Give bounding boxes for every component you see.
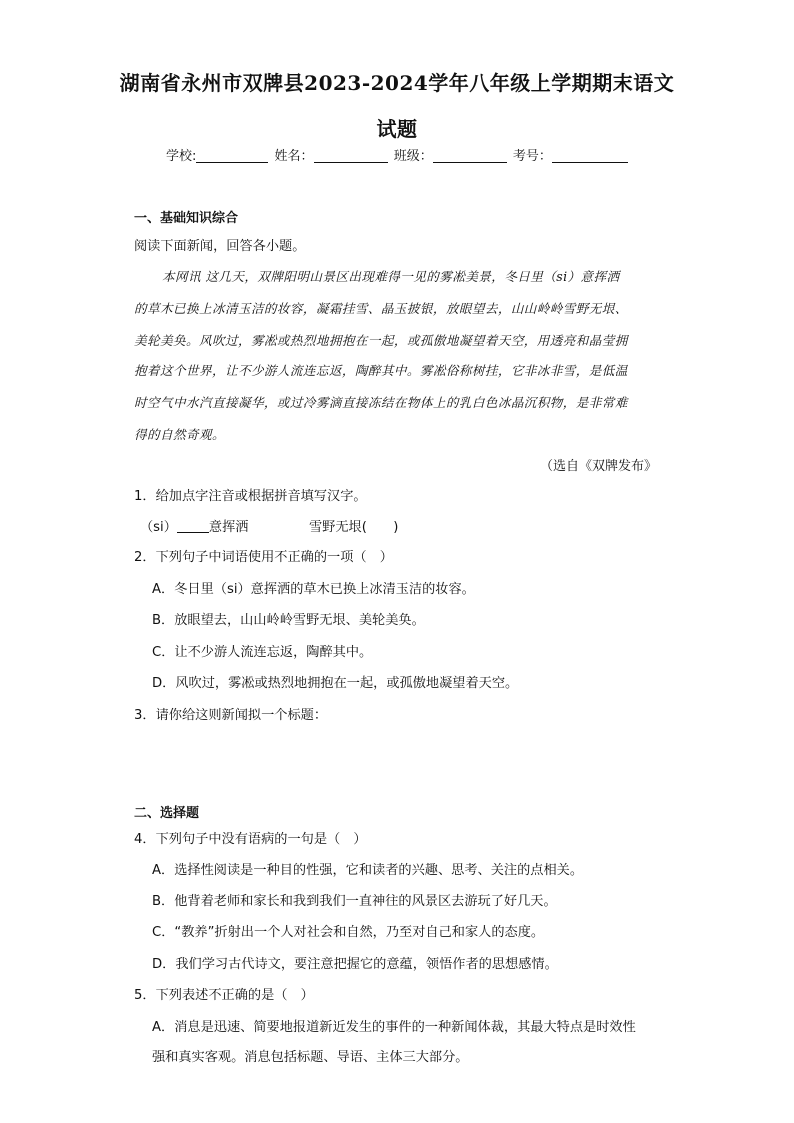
q1-part-a-suffix: 意挥洒 bbox=[208, 520, 249, 535]
student-info-row bbox=[166, 145, 646, 164]
q2-option-b[interactable]: B．放眼望去，山山岭岭雪野无垠、美轮美奂。 bbox=[152, 613, 425, 628]
q5-option-a-line2: 强和真实客观。消息包括标题、导语、主体三大部分。 bbox=[152, 1050, 469, 1065]
section2-heading: 二、选择题 bbox=[134, 806, 200, 821]
q4-stem: 4．下列句子中没有语病的一句是（ ） bbox=[134, 832, 367, 847]
exam-number-label: 考号： bbox=[512, 149, 552, 164]
q2-option-c[interactable]: C．让不少游人流连忘返，陶醉其中。 bbox=[152, 645, 373, 660]
exam-title-line2: 试题 bbox=[376, 117, 418, 141]
passage-line: 抱着这个世界，让不少游人流连忘返，陶醉其中。雾凇俗称树挂，它非冰非雪，是低温 bbox=[134, 363, 628, 378]
q1-pinyin: （si） bbox=[140, 520, 177, 535]
passage-line: 美轮美奂。风吹过，雾凇或热烈地拥抱在一起，或孤傲地凝望着天空，用透亮和晶莹拥 bbox=[134, 333, 628, 348]
passage-line: 得的自然奇观。 bbox=[134, 427, 225, 442]
q2-stem: 2．下列句子中词语使用不正确的一项（ ） bbox=[134, 550, 393, 565]
passage-line: 时空气中水汽直接凝华，或过冷雾滴直接冻结在物体上的乳白色冰晶沉积物，是非常难 bbox=[134, 395, 628, 410]
class-blank[interactable] bbox=[433, 148, 507, 163]
exam-number-blank[interactable] bbox=[552, 148, 628, 163]
exam-title-line1: 湖南省永州市双牌县2023-2024学年八年级上学期期末语文 bbox=[119, 71, 675, 95]
section1-intro: 阅读下面新闻，回答各小题。 bbox=[134, 239, 306, 254]
q1-answer-blank[interactable] bbox=[177, 520, 209, 533]
passage-source: （选自《双牌发布》 bbox=[540, 459, 658, 474]
q1-stem: 1．给加点字注音或根据拼音填写汉字。 bbox=[134, 489, 367, 504]
passage-line: 本网讯 这几天，双牌阳明山景区出现难得一见的雾凇美景，冬日里（si）意挥洒 bbox=[162, 269, 620, 284]
q2-option-a[interactable]: A．冬日里（si）意挥洒的草木已换上冰清玉洁的妆容。 bbox=[152, 582, 475, 597]
q4-option-a[interactable]: A．选择性阅读是一种目的性强，它和读者的兴趣、思考、关注的点相关。 bbox=[152, 863, 584, 878]
school-label: 学校: bbox=[166, 149, 197, 164]
q1-part-b: 雪野无垠( ) bbox=[309, 520, 399, 535]
q5-option-a-line1[interactable]: A．消息是迅速、简要地报道新近发生的事件的一种新闻体裁，其最大特点是时效性 bbox=[152, 1020, 636, 1035]
section1-heading: 一、基础知识综合 bbox=[134, 211, 239, 226]
class-label: 班级： bbox=[393, 149, 433, 164]
passage-line: 的草木已换上冰清玉洁的妆容，凝霜挂雪、晶玉披银，放眼望去，山山岭岭雪野无垠、 bbox=[134, 301, 628, 316]
q4-option-c[interactable]: C．“教养”折射出一个人对社会和自然，乃至对自己和家人的态度。 bbox=[152, 925, 545, 940]
q5-stem: 5．下列表述不正确的是（ ） bbox=[134, 988, 314, 1003]
q4-option-d[interactable]: D．我们学习古代诗文，要注意把握它的意蕴，领悟作者的思想感情。 bbox=[152, 957, 558, 972]
name-label: 姓名： bbox=[274, 149, 314, 164]
school-blank[interactable] bbox=[196, 148, 268, 163]
q1-part-a bbox=[140, 516, 248, 535]
q4-option-b[interactable]: B．他背着老师和家长和我到我们一直神往的风景区去游玩了好几天。 bbox=[152, 894, 557, 909]
name-blank[interactable] bbox=[314, 148, 388, 163]
q2-option-d[interactable]: D．风吹过，雾凇或热烈地拥抱在一起，或孤傲地凝望着天空。 bbox=[152, 676, 519, 691]
q3-stem: 3．请你给这则新闻拟一个标题： bbox=[134, 708, 328, 723]
